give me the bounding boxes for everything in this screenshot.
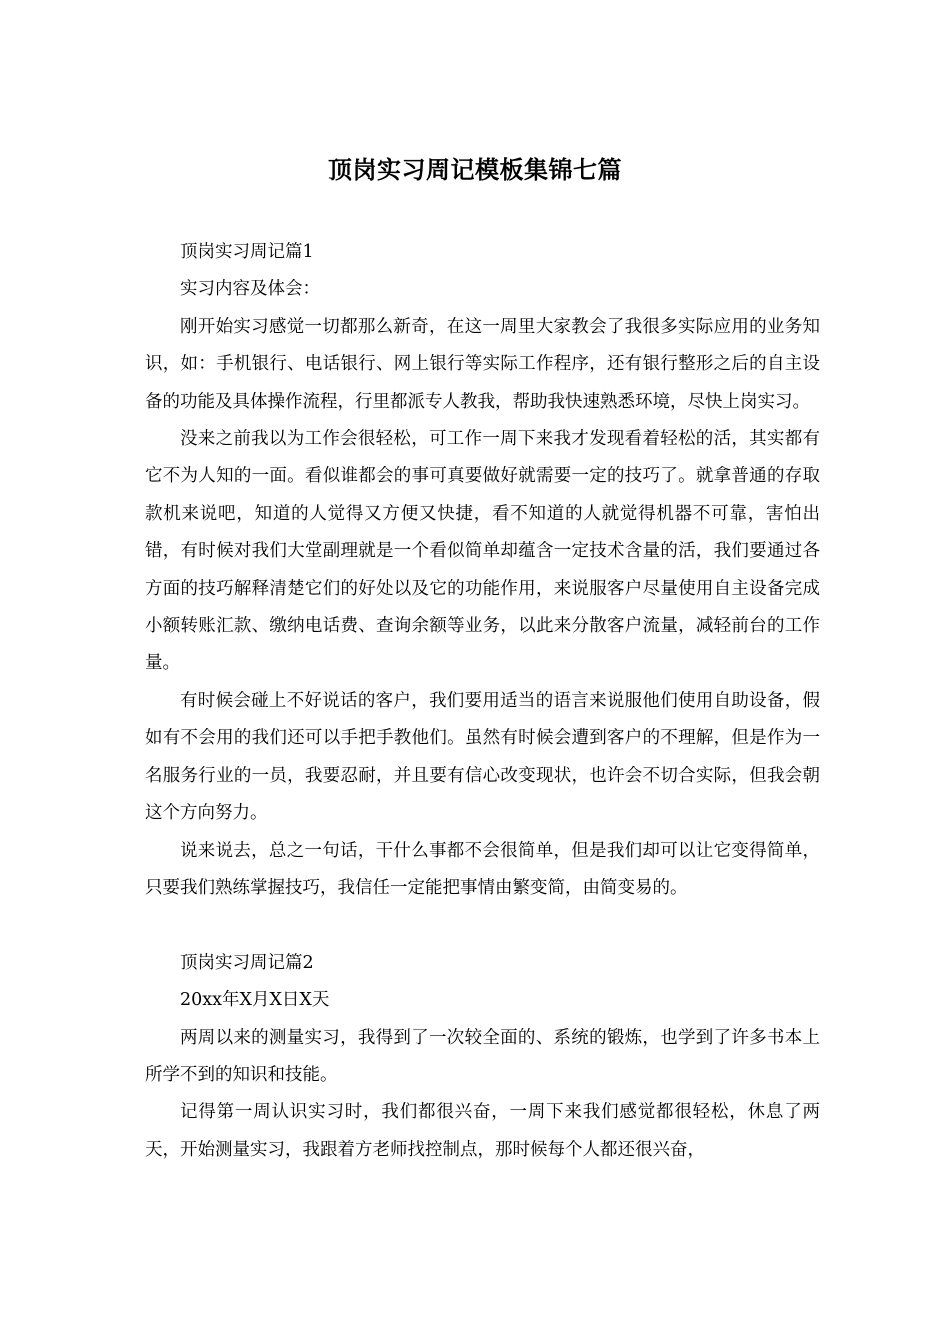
paragraph: 说来说去，总之一句话，干什么事都不会很简单，但是我们却可以让它变得简单，只要我们熟练掌握技巧，我信任一定能把事情由繁变简，由简变易的。 bbox=[145, 840, 820, 898]
document-body bbox=[145, 234, 820, 1169]
section-heading-1: 顶岗实习周记篇1 bbox=[180, 242, 314, 262]
paragraph: 刚开始实习感觉一切都那么新奇，在这一周里大家教会了我很多实际应用的业务知识，如：手机银行、电话银行、网上银行等实际工作程序，还有银行整形之后的自主设备的功能及具体操作流程，行里都派专人教我，帮助我快速熟悉环境，尽快上岗实习。 bbox=[145, 316, 820, 412]
date-line: 20xx年X月X日X天 bbox=[180, 990, 330, 1011]
paragraph: 两周以来的测量实习，我得到了一次较全面的、系统的锻炼，也学到了许多书本上所学不到的知识和技能。 bbox=[145, 1027, 820, 1085]
document-title: 顶岗实习周记模板集锦七篇 bbox=[328, 155, 622, 184]
paragraph: 实习内容及体会： bbox=[180, 279, 320, 300]
section-heading-2: 顶岗实习周记篇2 bbox=[180, 952, 314, 973]
paragraph: 没来之前我以为工作会很轻松，可工作一周下来我才发现看着轻松的活，其实都有它不为人知的一面。看似谁都会的事可真要做好就需要一定的技巧了。就拿普通的存取款机来说吧，知道的人觉得又方便又快捷，看不知道的人就觉得机器不可靠，害怕出错，有时候对我们大堂副理就是一个看似简单却蕴含一定技术含量的活，我们要通过各方面的技巧解释清楚它们的好处以及它的功能作用，来说服客户尽量使用自主设备完成小额转账汇款、缴纳电话费、查询余额等业务，以此来分散客户流量，减轻前台的工作量。 bbox=[145, 429, 820, 674]
paragraph: 有时候会碰上不好说话的客户，我们要用适当的语言来说服他们使用自助设备，假如有不会用的我们还可以手把手教他们。虽然有时候会遭到客户的不理解，但是作为一名服务行业的一员，我要忍耐，并且要有信心改变现状，也许会不切合实际，但我会朝这个方向努力。 bbox=[145, 690, 820, 824]
paragraph: 记得第一周认识实习时，我们都很兴奋，一周下来我们感觉都很轻松，休息了两天，开始测量实习，我跟着方老师找控制点，那时候每个人都还很兴奋， bbox=[145, 1102, 820, 1160]
section-gap bbox=[145, 907, 820, 944]
